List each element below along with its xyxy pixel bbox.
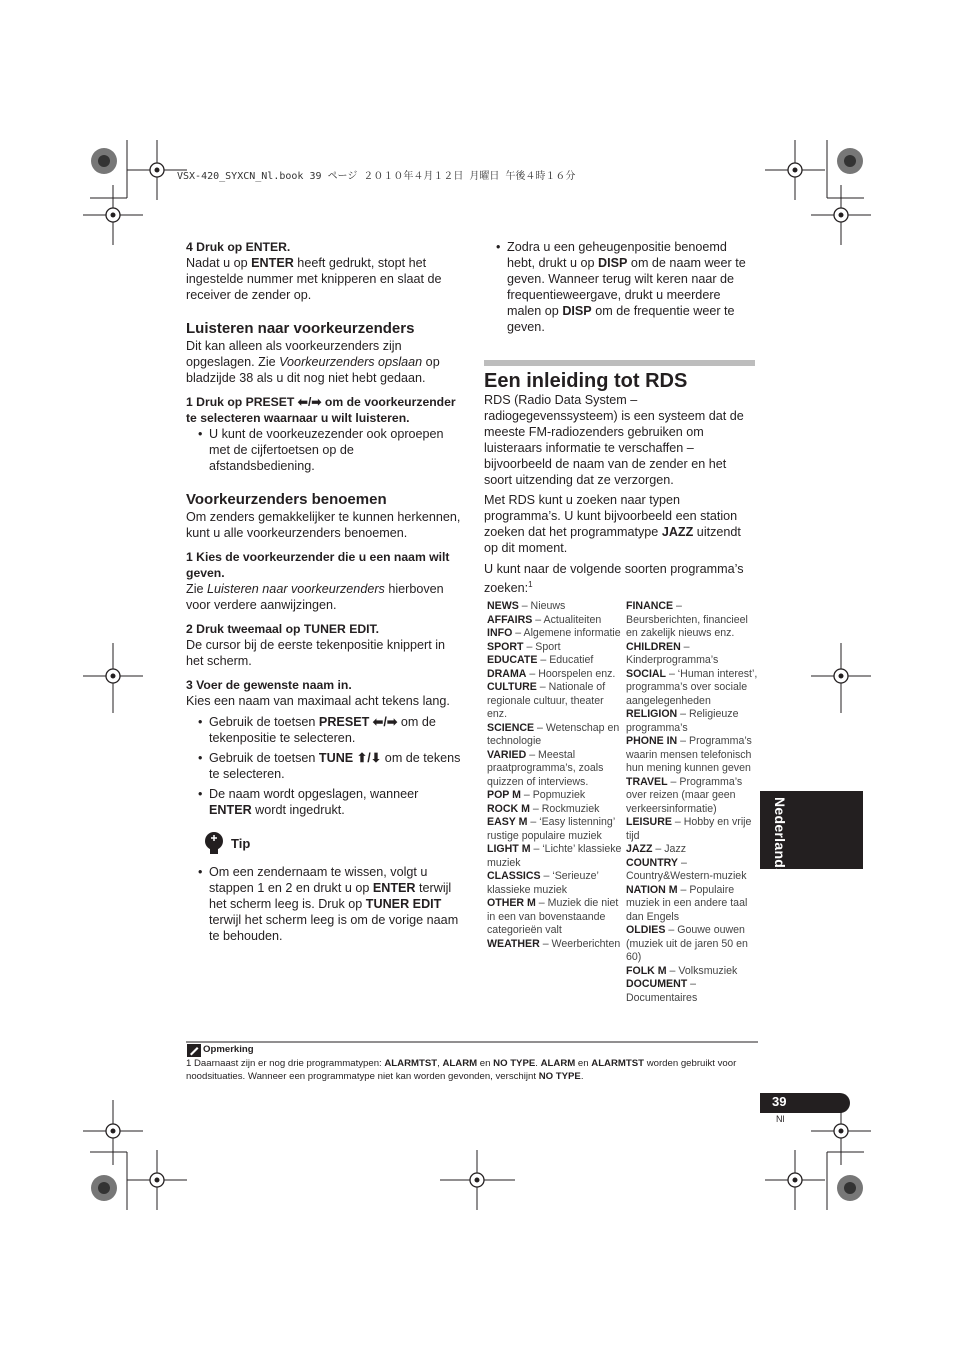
genre-description: – Actualiteiten <box>532 613 602 626</box>
note-label: Opmerking <box>203 1044 254 1055</box>
genre-code: FOLK M <box>626 964 667 977</box>
genre-list-left <box>487 600 622 951</box>
name-step-3: 3 Voer de gewenste naam in. <box>186 678 352 692</box>
genre-description: – Documentaires <box>626 978 698 1004</box>
genre-code: AFFAIRS <box>487 613 533 626</box>
genre-code: CHILDREN <box>626 640 681 653</box>
genre-description: – Religieuze programma’s <box>626 708 739 734</box>
genre-code: FINANCE <box>626 600 674 612</box>
rds-intro-body <box>484 392 756 596</box>
genre-code: LIGHT M <box>487 843 531 855</box>
genre-description: – ‘Easy listenning’ rustige populaire muziek <box>487 816 615 842</box>
genre-code: RELIGION <box>626 708 678 720</box>
note-header <box>186 1044 758 1058</box>
right-column-top <box>484 239 756 335</box>
genre-description: – Nationale of regionale cultuur, theater enz. <box>487 681 606 720</box>
name-body: Om zenders gemakkelijker te kunnen herkennen, kunt u alle voorkeurzenders benoemen. <box>186 510 461 540</box>
genre-code: DRAMA <box>487 667 527 680</box>
rds-paragraph-1: RDS (Radio Data System – radiogegevenssysteem) is een systeem dat de meeste FM-radiozenders gebruiken om luisteraars informatie te verschaffen – bijvoorbeeld de naam van de zender en het soort uitzending dat ze verzorgen. <box>484 393 744 487</box>
genre-item <box>626 708 758 735</box>
genre-code: ROCK M <box>487 802 530 815</box>
note-line: 1 Daarnaast zijn er nog drie programmatypen: ALARMTST, ALARM en NO TYPE. ALARM en ALARMTST worden gebruikt voor noodsituaties. Wanneer een programmatype niet kan worden gevonden, verschijnt NO TYPE. <box>186 1058 737 1082</box>
heading-listen-presets: Luisteren naar voorkeurzenders <box>186 320 415 337</box>
listen-bullet: • U kunt de voorkeuzezender ook oproepen met de cijfertoetsen op de afstandsbediening. <box>186 426 461 474</box>
genre-code: VARIED <box>487 748 527 761</box>
genre-item <box>487 668 622 682</box>
genre-code: EDUCATE <box>487 654 538 666</box>
genre-description: – ‘Lichte’ klassieke muziek <box>487 843 622 869</box>
genre-code: OLDIES <box>626 924 666 936</box>
genre-description: – Hoorspelen enz. <box>526 667 616 680</box>
genre-code: SPORT <box>487 640 524 653</box>
genre-description: – Nieuws <box>518 600 566 612</box>
genre-code: SCIENCE <box>487 721 535 734</box>
genre-item <box>626 735 758 776</box>
genre-item <box>487 789 622 803</box>
genre-code: CULTURE <box>487 681 537 693</box>
name-step-2-body: De cursor bij de eerste tekenpositie knippert in het scherm. <box>186 638 446 668</box>
bullet-tune: • Gebruik de toetsen TUNE ⬆/⬇ om de tekens te selecteren. <box>186 750 461 782</box>
bullet-enter: • De naam wordt opgeslagen, wanneer ENTER wordt ingedrukt. <box>186 786 461 818</box>
genre-code: LEISURE <box>626 816 672 828</box>
genre-item <box>626 965 758 979</box>
language-tab-label: Nederlands <box>772 797 788 877</box>
genre-item <box>487 843 622 870</box>
genre-item <box>487 897 622 938</box>
genre-item <box>487 641 622 655</box>
genre-item <box>626 641 758 668</box>
genre-description: – Programma’s waarin mensen telefonisch hun mening kunnen geven <box>626 735 752 774</box>
genre-item <box>487 938 622 952</box>
tip-label: Tip <box>231 836 251 851</box>
genre-item <box>626 924 758 965</box>
rds-paragraph-3: U kunt naar de volgende soorten programma’s zoeken:$^1$ <box>484 562 744 596</box>
genre-code: TRAVEL <box>626 775 668 788</box>
name-step-2: 2 Druk tweemaal op TUNER EDIT. <box>186 622 380 636</box>
step-4-title: 4 Druk op ENTER. <box>186 240 291 254</box>
genre-description: – ‘Serieuze’ klassieke muziek <box>487 870 599 896</box>
heading-name-presets: Voorkeurzenders benoemen <box>186 491 387 508</box>
genre-description: – Beursberichten, financieel en zakelijk nieuws enz. <box>626 600 748 639</box>
language-side-tab <box>760 791 863 877</box>
genre-item <box>487 627 622 641</box>
genre-code: POP M <box>487 789 521 801</box>
genre-description: – ‘Human interest’, programma’s over sociale aangelegenheden <box>626 667 758 707</box>
genre-description: – Popmuziek <box>520 789 586 801</box>
genre-item <box>487 803 622 817</box>
genre-item <box>626 978 758 1005</box>
genre-code: COUNTRY <box>626 856 678 869</box>
genre-item <box>626 600 758 641</box>
genre-item <box>487 681 622 722</box>
genre-item <box>487 816 622 843</box>
genre-code: INFO <box>487 627 513 639</box>
left-column <box>186 239 461 944</box>
genre-code: CLASSICS <box>487 870 541 882</box>
footnote <box>186 1044 758 1083</box>
genre-item <box>626 816 758 843</box>
pencil-note-icon <box>187 1044 201 1057</box>
genre-description: – Rockmuziek <box>529 802 600 815</box>
bullet-preset: • Gebruik de toetsen PRESET ⬅/➡ om de tekenpositie te selecteren. <box>186 714 461 746</box>
language-code: Nl <box>776 1114 785 1124</box>
genre-code: PHONE IN <box>626 735 678 747</box>
genre-description: – Sport <box>523 640 561 653</box>
genre-item <box>487 614 622 628</box>
genre-list-right <box>626 600 758 1005</box>
genre-item <box>487 870 622 897</box>
tip-bullet: • Om een zendernaam te wissen, volgt u stappen 1 en 2 en drukt u op ENTER terwijl het scherm leeg is. Druk op TUNER EDIT terwijl het scherm leeg is om de vorige naam te behouden. <box>186 864 461 944</box>
genre-description: – Meestal praatprogramma’s, zoals quizzen of interviews. <box>487 748 604 788</box>
genre-item <box>626 668 758 709</box>
genre-item <box>626 884 758 925</box>
genre-item <box>487 654 622 668</box>
listen-body: Dit kan alleen als voorkeurzenders zijn opgeslagen. Zie Voorkeurzenders opslaan op bladzijde 38 als u dit nog niet hebt gedaan. <box>186 339 440 385</box>
rds-paragraph-2: Met RDS kunt u zoeken naar typen programma’s. U kunt bijvoorbeeld een station zoeken dat het programmatype JAZZ uitzendt op dit moment. <box>484 493 741 555</box>
genre-code: NATION M <box>626 883 678 896</box>
step-4-body: Nadat u op ENTER heeft gedrukt, stopt het ingestelde nummer met knipperen en slaat de receiver de zender op. <box>186 256 442 302</box>
genre-description: – Populaire muziek in een andere taal dan Engels <box>626 883 748 923</box>
genre-code: JAZZ <box>626 843 653 855</box>
file-header: VSX-420_SYXCN_Nl.book 39 ページ ２０１０年４月１２日 月曜日 午後４時１６分 <box>177 171 576 182</box>
heading-rds-intro: Een inleiding tot RDS <box>484 370 688 392</box>
genre-item <box>626 776 758 817</box>
genre-description: – Kinderprogramma’s <box>626 640 719 666</box>
genre-description: – Programma’s over reizen (maar geen verkeersinformatie) <box>626 775 743 815</box>
genre-description: – Gouwe ouwen (muziek uit de jaren 50 en 60) <box>626 924 748 963</box>
listen-step-1: 1 Druk op PRESET ⬅/➡ om de voorkeurzender te selecteren waarnaar u wilt luisteren. <box>186 395 456 425</box>
genre-item <box>487 600 622 614</box>
genre-code: NEWS <box>487 600 519 612</box>
name-step-3-body: Kies een naam van maximaal acht tekens lang. <box>186 694 450 708</box>
genre-description: – Volksmuziek <box>666 964 738 977</box>
genre-code: WEATHER <box>487 937 540 950</box>
tip-header <box>186 830 461 860</box>
genre-code: OTHER M <box>487 897 536 909</box>
genre-description: – Wetenschap en technologie <box>487 721 620 747</box>
name-step-1: 1 Kies de voorkeurzender die u een naam wilt geven. <box>186 550 450 580</box>
name-step-1-body: Zie Luisteren naar voorkeurzenders hierboven voor verdere aanwijzingen. <box>186 582 444 612</box>
lightbulb-icon <box>201 830 227 856</box>
genre-description: – Weerberichten <box>539 937 621 950</box>
disp-bullet: • Zodra u een geheugenpositie benoemd hebt, drukt u op DISP om de naam weer te geven. Wanneer terug wilt keren naar de frequentieweergave, drukt u meerdere malen op DISP om de frequentie weer te geven. <box>484 239 756 335</box>
genre-description: – Educatief <box>537 654 594 666</box>
genre-item <box>626 857 758 884</box>
genre-code: SOCIAL <box>626 667 667 680</box>
genre-code: DOCUMENT <box>626 978 688 990</box>
genre-item <box>626 843 758 857</box>
genre-description: – Algemene informatie <box>512 627 621 639</box>
page-number-badge <box>760 1093 850 1113</box>
genre-code: EASY M <box>487 816 528 828</box>
genre-description: – Jazz <box>652 843 687 855</box>
page-number: 39 <box>772 1094 787 1109</box>
genre-item <box>487 749 622 790</box>
genre-description: – Country&Western-muziek <box>626 856 747 882</box>
genre-item <box>487 722 622 749</box>
genre-description: – Muziek die niet in een van bovenstaande categorieën valt <box>487 897 619 936</box>
genre-description: – Hobby en vrije tijd <box>626 816 752 842</box>
